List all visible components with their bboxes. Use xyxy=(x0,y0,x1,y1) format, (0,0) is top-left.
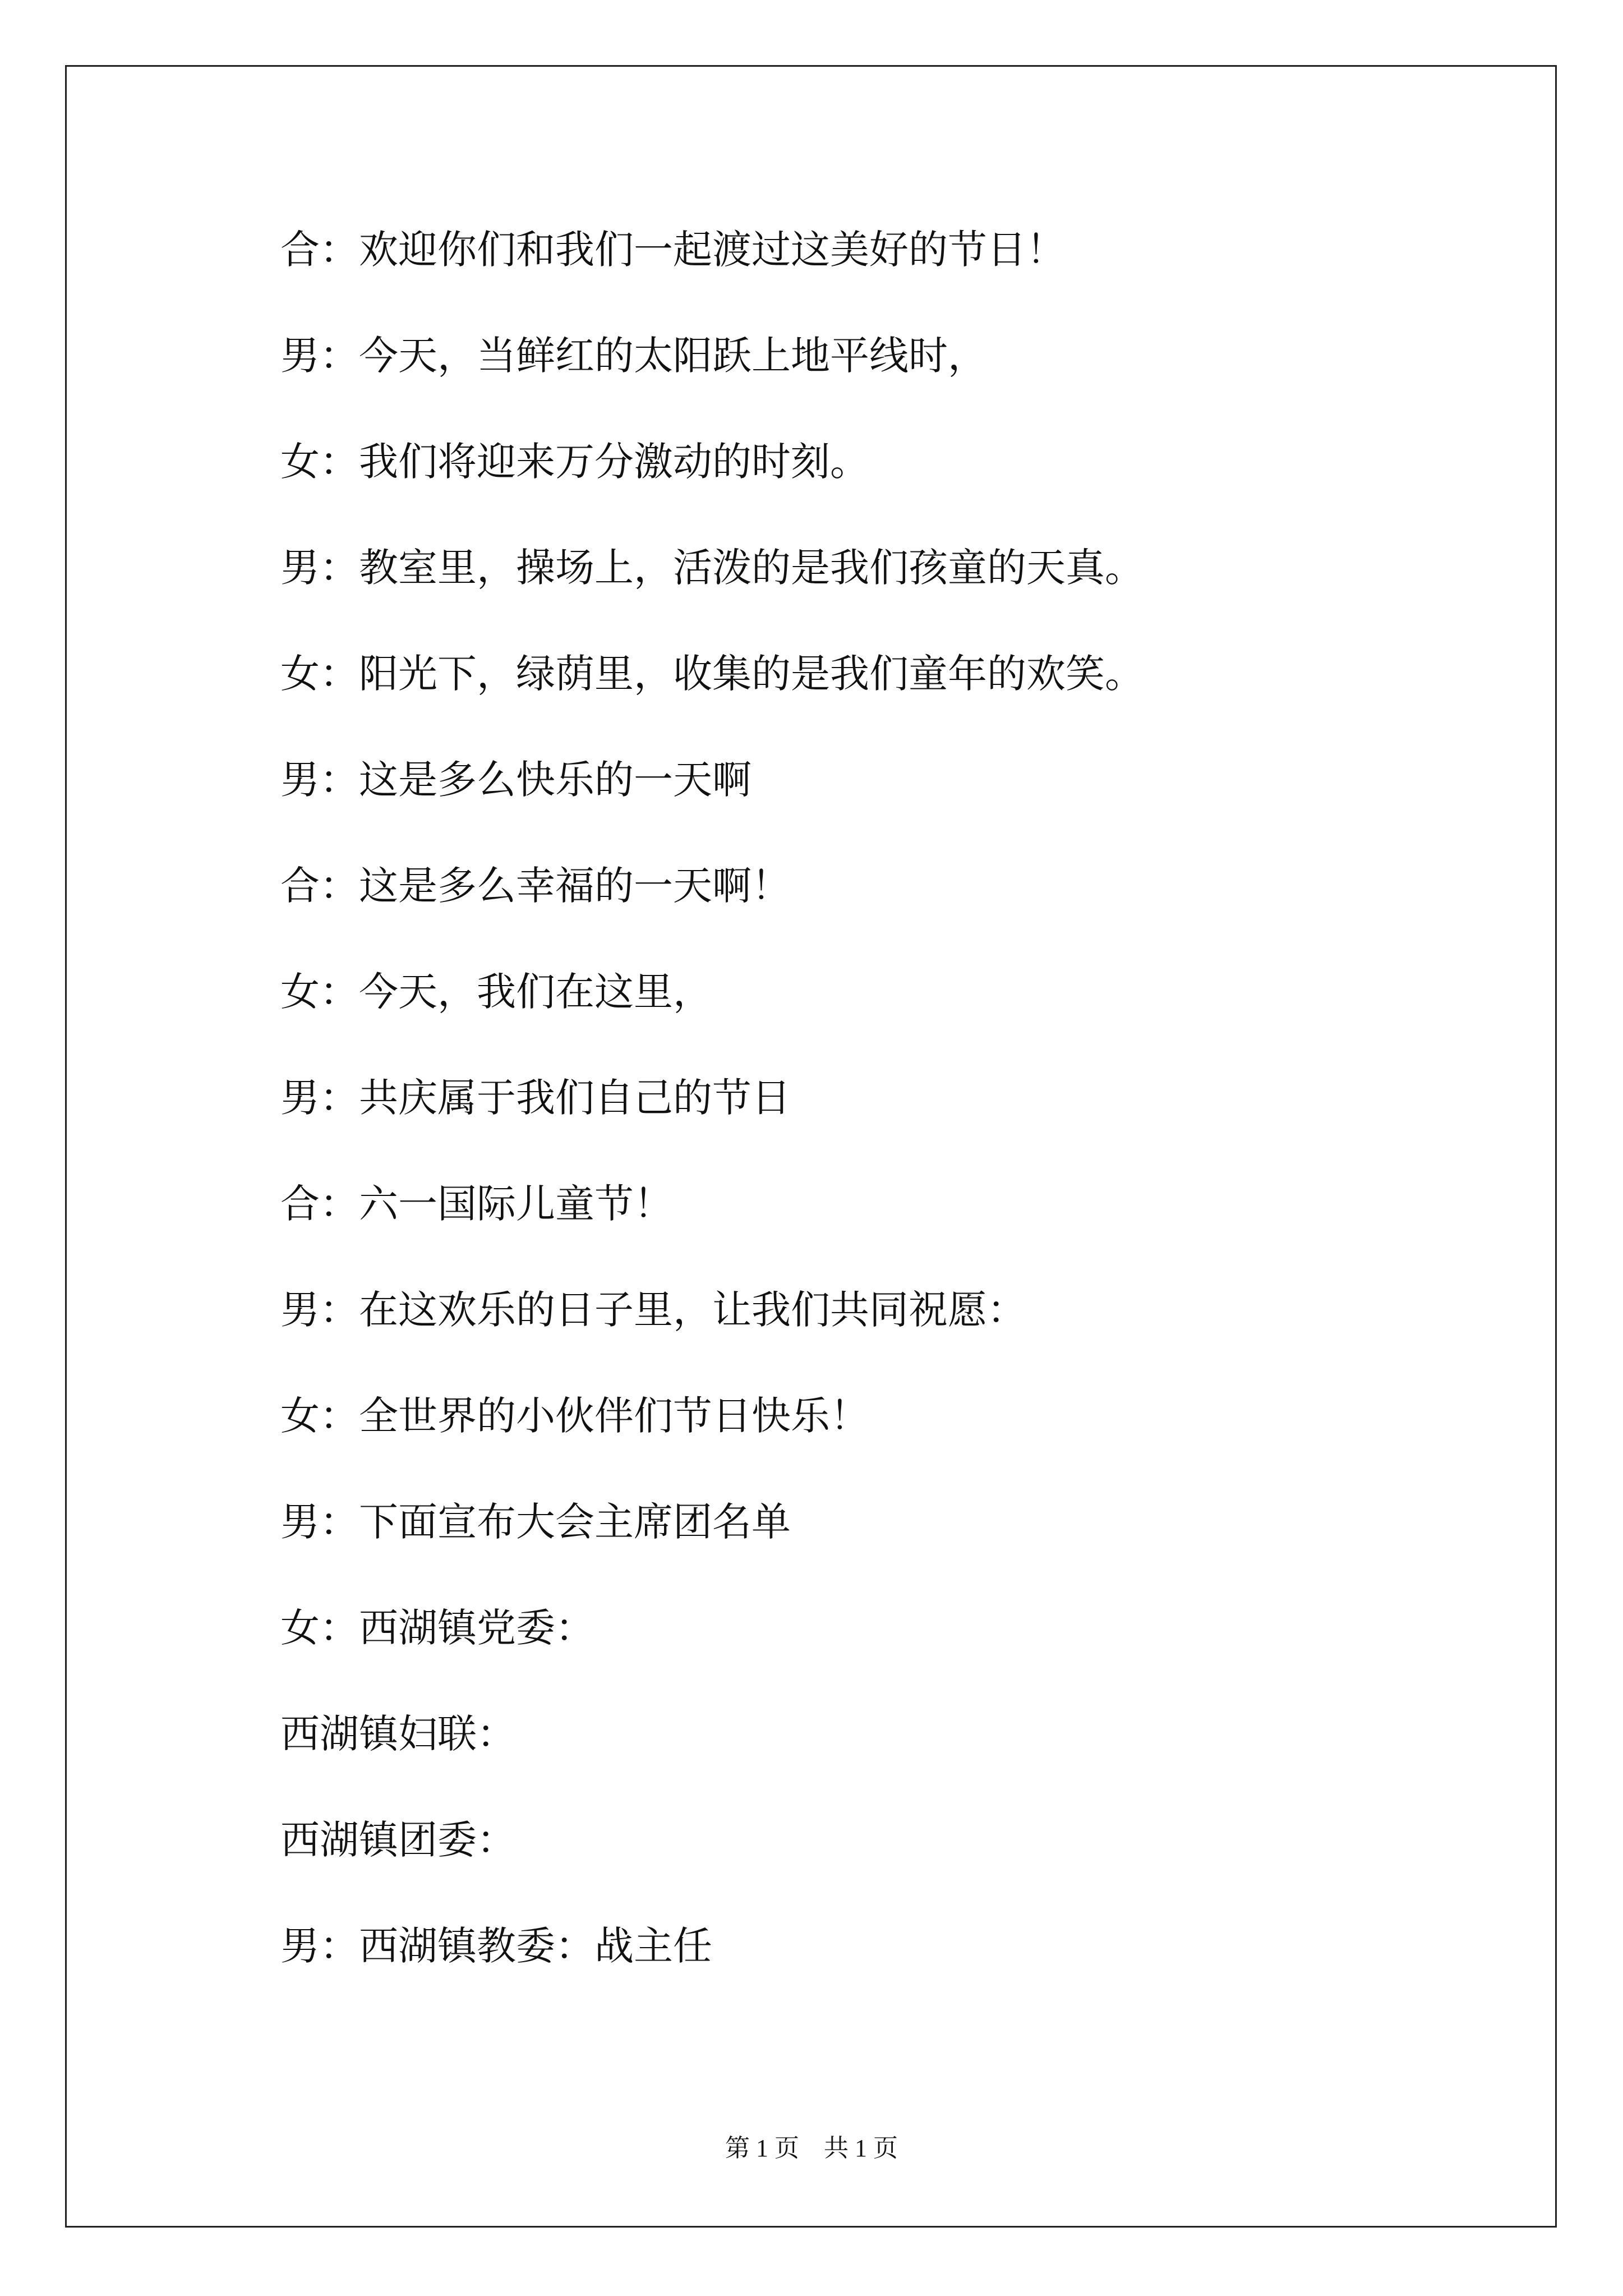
page-footer: 第 1 页 共 1 页 xyxy=(725,2134,898,2162)
text-line: 男：这是多么快乐的一天啊 xyxy=(280,757,751,803)
text-line: 合：六一国际儿童节！ xyxy=(280,1181,673,1227)
text-line: 女：今天，我们在这里， xyxy=(280,969,712,1015)
document-body xyxy=(280,213,1458,2016)
text-line: 女：阳光下，绿荫里，收集的是我们童年的欢笑。 xyxy=(280,651,1144,697)
text-line: 女：全世界的小伙伴们节日快乐！ xyxy=(280,1393,869,1439)
text-line: 男：今天，当鲜红的太阳跃上地平线时， xyxy=(280,333,987,379)
text-line: 女：西湖镇党委： xyxy=(280,1605,594,1651)
text-line: 女：我们将迎来万分激动的时刻。 xyxy=(280,439,869,485)
text-line: 西湖镇妇联： xyxy=(280,1711,516,1757)
text-line: 西湖镇团委： xyxy=(280,1817,516,1863)
text-line: 男：共庆属于我们自己的节日 xyxy=(280,1075,791,1121)
text-line: 合：欢迎你们和我们一起渡过这美好的节日！ xyxy=(280,227,1066,273)
text-line: 男：下面宣布大会主席团名单 xyxy=(280,1499,791,1545)
text-line: 男：在这欢乐的日子里，让我们共同祝愿： xyxy=(280,1287,1026,1333)
text-line: 合：这是多么幸福的一天啊！ xyxy=(280,863,791,909)
text-line: 男：教室里，操场上，活泼的是我们孩童的天真。 xyxy=(280,545,1144,591)
text-line: 男：西湖镇教委：战主任 xyxy=(280,1923,712,1969)
